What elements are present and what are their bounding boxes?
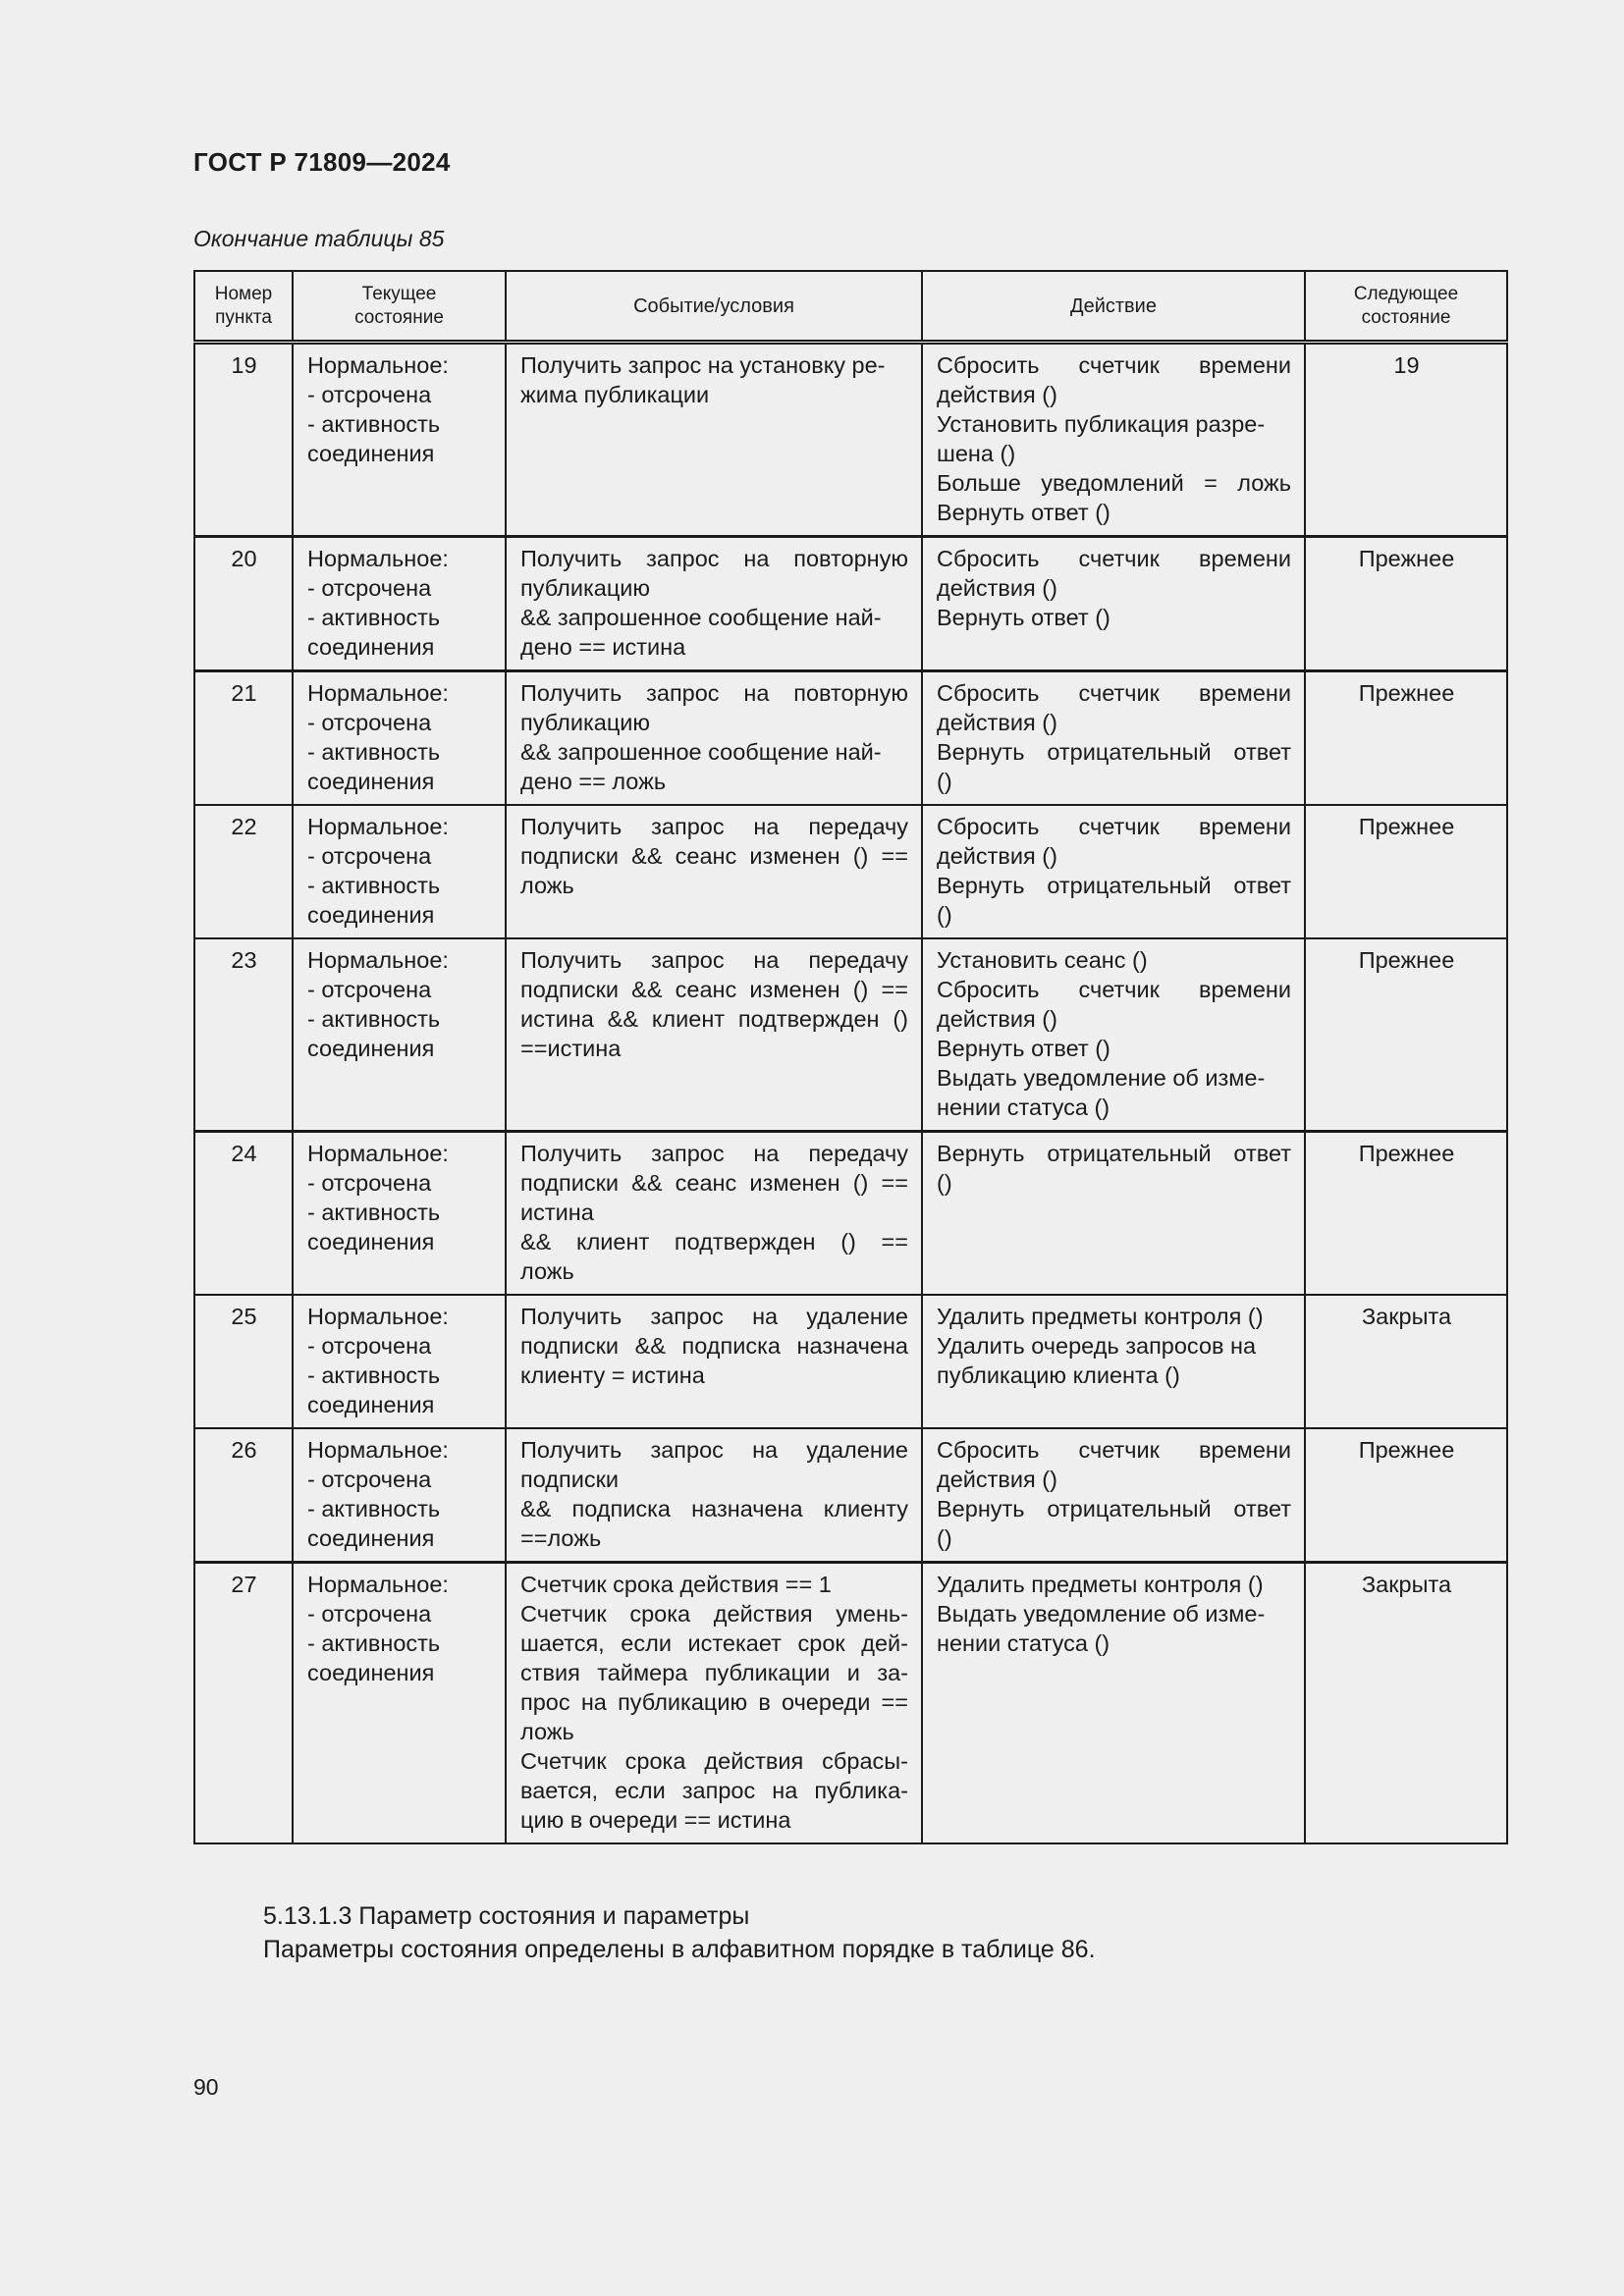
cell-text-line: подписки && сеанс изменен () == <box>520 1170 908 1196</box>
table-row <box>194 1295 1507 1428</box>
cell-next-state: Прежнее <box>1305 537 1507 671</box>
cell-text-line: Вернуть ответ () <box>937 1036 1110 1061</box>
cell-text-line: соединения <box>307 1392 435 1417</box>
cell-text-line: Выдать уведомление об изме- <box>937 1065 1266 1091</box>
cell-text-line: Получить запрос на удаление <box>520 1437 908 1463</box>
cell-text-line: жима публикации <box>520 382 710 407</box>
cell-text-line: публикацию клиента () <box>937 1362 1180 1388</box>
cell-text-line: соединения <box>307 1036 435 1061</box>
cell-number: 26 <box>194 1428 293 1563</box>
cell-text-line: Установить сеанс () <box>937 947 1148 973</box>
cell-current-state <box>293 1132 506 1296</box>
cell-text-line: Получить запрос на передачу <box>520 814 908 839</box>
cell-next-state: Прежнее <box>1305 805 1507 938</box>
cell-text-line: Нормальное: <box>307 947 449 973</box>
table-row <box>194 537 1507 671</box>
cell-action <box>922 671 1305 806</box>
cell-text-line: Больше уведомлений = ложь <box>937 470 1291 496</box>
cell-text-line: && запрошенное сообщение най- <box>520 605 882 630</box>
cell-next-state: Прежнее <box>1305 1428 1507 1563</box>
cell-text-line: - активность <box>307 1362 441 1388</box>
cell-event-conditions <box>506 671 922 806</box>
header-event-conditions <box>506 271 922 343</box>
cell-text-line: && подписка назначена клиенту <box>520 1496 908 1522</box>
table-row <box>194 1132 1507 1296</box>
cell-event-conditions <box>506 537 922 671</box>
header-text-line: Номер <box>214 283 273 304</box>
table-row <box>194 671 1507 806</box>
cell-current-state <box>293 537 506 671</box>
cell-text-line: подписки && сеанс изменен () == <box>520 843 908 869</box>
cell-text-line: Удалить предметы контроля () <box>937 1304 1264 1329</box>
table-body <box>194 343 1507 1844</box>
cell-text-line: && клиент подтвержден () == <box>520 1229 908 1255</box>
cell-action <box>922 1132 1305 1296</box>
cell-text-line: - активность <box>307 1200 441 1225</box>
cell-current-state <box>293 805 506 938</box>
cell-text-line: - отсрочена <box>307 382 432 407</box>
cell-next-state: Прежнее <box>1305 938 1507 1132</box>
table-row <box>194 343 1507 537</box>
cell-text-line: соединения <box>307 769 435 794</box>
cell-text-line: соединения <box>307 1660 435 1685</box>
cell-next-state: Прежнее <box>1305 1132 1507 1296</box>
cell-text-line: Нормальное: <box>307 1141 449 1166</box>
cell-text-line: ложь <box>520 1258 574 1284</box>
cell-text-line: && запрошенное сообщение най- <box>520 739 882 765</box>
cell-text-line: истина && клиент подтвержден () <box>520 1006 908 1032</box>
cell-current-state <box>293 1295 506 1428</box>
cell-text-line: ствия таймера публикации и за- <box>520 1660 908 1685</box>
cell-number: 27 <box>194 1563 293 1844</box>
cell-text-line: Вернуть отрицательный ответ <box>937 1496 1291 1522</box>
cell-text-line: - отсрочена <box>307 977 432 1002</box>
cell-text-line: Счетчик срока действия умень- <box>520 1601 908 1627</box>
cell-text-line: ложь <box>520 1719 574 1744</box>
table-header-row <box>194 271 1507 343</box>
cell-text-line: Нормальное: <box>307 1304 449 1329</box>
cell-text-line: публикацию <box>520 710 651 735</box>
table-caption: Окончание таблицы 85 <box>193 226 445 251</box>
header-number <box>194 271 293 343</box>
cell-text-line: ==ложь <box>520 1525 602 1551</box>
cell-action <box>922 1563 1305 1844</box>
cell-text-line: - отсрочена <box>307 710 432 735</box>
cell-text-line: подписки && подписка назначена <box>520 1333 908 1359</box>
cell-text-line: Сбросить счетчик времени <box>937 1437 1291 1463</box>
cell-event-conditions <box>506 1295 922 1428</box>
header-text-line: состояние <box>354 306 444 328</box>
cell-text-line: действия () <box>937 710 1057 735</box>
table-row <box>194 805 1507 938</box>
cell-event-conditions <box>506 805 922 938</box>
header-text-line: состояние <box>1361 306 1451 328</box>
cell-text-line: - отсрочена <box>307 575 432 601</box>
header-text-line: Текущее <box>361 283 437 304</box>
state-transition-table <box>193 270 1508 1844</box>
cell-text-line: шена () <box>937 441 1016 466</box>
cell-text-line: Нормальное: <box>307 352 449 378</box>
cell-current-state <box>293 1428 506 1563</box>
cell-current-state <box>293 938 506 1132</box>
cell-text-line: - активность <box>307 411 441 437</box>
header-text-line: Действие <box>1070 294 1157 317</box>
cell-next-state: Закрыта <box>1305 1295 1507 1428</box>
header-text-line: пункта <box>215 306 272 328</box>
cell-text-line: () <box>937 769 952 794</box>
cell-action <box>922 938 1305 1132</box>
cell-text-line: Сбросить счетчик времени <box>937 546 1291 571</box>
cell-next-state: Прежнее <box>1305 671 1507 806</box>
cell-text-line: Нормальное: <box>307 1572 449 1597</box>
cell-text-line: нении статуса () <box>937 1630 1110 1656</box>
cell-text-line: - активность <box>307 1006 441 1032</box>
cell-text-line: соединения <box>307 634 435 660</box>
cell-current-state <box>293 1563 506 1844</box>
cell-action <box>922 805 1305 938</box>
cell-text-line: - отсрочена <box>307 1467 432 1492</box>
cell-text-line: действия () <box>937 1467 1057 1492</box>
cell-text-line: - активность <box>307 1496 441 1522</box>
header-next-state <box>1305 271 1507 343</box>
header-text-line: Событие/условия <box>633 294 794 317</box>
header-text-line: Следующее <box>1353 283 1459 304</box>
cell-event-conditions <box>506 938 922 1132</box>
cell-text-line: дено == истина <box>520 634 686 660</box>
cell-text-line: клиенту = истина <box>520 1362 705 1388</box>
cell-text-line: действия () <box>937 1006 1057 1032</box>
page-number: 90 <box>193 2074 219 2100</box>
cell-text-line: Сбросить счетчик времени <box>937 977 1291 1002</box>
cell-text-line: Вернуть ответ () <box>937 500 1110 525</box>
cell-text-line: цию в очереди == истина <box>520 1807 791 1833</box>
cell-event-conditions <box>506 1563 922 1844</box>
document-code: ГОСТ Р 71809—2024 <box>193 147 451 177</box>
cell-number: 20 <box>194 537 293 671</box>
cell-text-line: Получить запрос на установку ре- <box>520 352 886 378</box>
cell-text-line: подписки && сеанс изменен () == <box>520 977 908 1002</box>
cell-current-state <box>293 343 506 537</box>
cell-text-line: - активность <box>307 1630 441 1656</box>
cell-action <box>922 343 1305 537</box>
cell-text-line: Сбросить счетчик времени <box>937 352 1291 378</box>
cell-text-line: ==истина <box>520 1036 622 1061</box>
cell-text-line: Выдать уведомление об изме- <box>937 1601 1266 1627</box>
cell-text-line: () <box>937 1525 952 1551</box>
cell-text-line: - активность <box>307 739 441 765</box>
cell-text-line: действия () <box>937 382 1057 407</box>
cell-next-state: Закрыта <box>1305 1563 1507 1844</box>
cell-action <box>922 1295 1305 1428</box>
cell-number: 21 <box>194 671 293 806</box>
cell-text-line: Нормальное: <box>307 814 449 839</box>
cell-number: 22 <box>194 805 293 938</box>
cell-text-line: - отсрочена <box>307 1601 432 1627</box>
cell-text-line: Нормальное: <box>307 1437 449 1463</box>
cell-text-line: Удалить очередь запросов на <box>937 1333 1257 1359</box>
cell-text-line: подписки <box>520 1467 620 1492</box>
cell-text-line: соединения <box>307 902 435 928</box>
header-action <box>922 271 1305 343</box>
cell-text-line: Счетчик срока действия == 1 <box>520 1572 832 1597</box>
cell-text-line: Получить запрос на повторную <box>520 680 908 706</box>
cell-event-conditions <box>506 1428 922 1563</box>
cell-text-line: шается, если истекает срок дей- <box>520 1630 908 1656</box>
cell-text-line: - отсрочена <box>307 1333 432 1359</box>
cell-number: 19 <box>194 343 293 537</box>
cell-next-state: 19 <box>1305 343 1507 537</box>
table-row <box>194 938 1507 1132</box>
cell-text-line: Получить запрос на повторную <box>520 546 908 571</box>
cell-text-line: дено == ложь <box>520 769 667 794</box>
cell-text-line: Счетчик срока действия сбрасы- <box>520 1748 908 1774</box>
cell-text-line: публикацию <box>520 575 651 601</box>
cell-number: 25 <box>194 1295 293 1428</box>
cell-text-line: - активность <box>307 873 441 898</box>
cell-text-line: Вернуть ответ () <box>937 605 1110 630</box>
cell-text-line: - отсрочена <box>307 843 432 869</box>
cell-text-line: ложь <box>520 873 574 898</box>
cell-text-line: Получить запрос на удаление <box>520 1304 908 1329</box>
table-row <box>194 1563 1507 1844</box>
cell-text-line: истина <box>520 1200 594 1225</box>
cell-text-line: действия () <box>937 575 1057 601</box>
cell-text-line: действия () <box>937 843 1057 869</box>
cell-text-line: Вернуть отрицательный ответ <box>937 873 1291 898</box>
section-heading: 5.13.1.3 Параметр состояния и параметры <box>263 1902 750 1930</box>
cell-number: 24 <box>194 1132 293 1296</box>
cell-event-conditions <box>506 343 922 537</box>
cell-text-line: Удалить предметы контроля () <box>937 1572 1264 1597</box>
cell-text-line: соединения <box>307 1525 435 1551</box>
cell-text-line: Получить запрос на передачу <box>520 1141 908 1166</box>
cell-text-line: соединения <box>307 441 435 466</box>
cell-text-line: нении статуса () <box>937 1095 1110 1120</box>
table-row <box>194 1428 1507 1563</box>
cell-text-line: соединения <box>307 1229 435 1255</box>
cell-text-line: Нормальное: <box>307 546 449 571</box>
cell-action <box>922 537 1305 671</box>
cell-text-line: прос на публикацию в очереди == <box>520 1689 908 1715</box>
cell-text-line: Установить публикация разре- <box>937 411 1266 437</box>
cell-number: 23 <box>194 938 293 1132</box>
body-paragraph: Параметры состояния определены в алфавитном порядке в таблице 86. <box>263 1936 1096 1963</box>
cell-text-line: Вернуть отрицательный ответ <box>937 1141 1291 1166</box>
cell-text-line: - отсрочена <box>307 1170 432 1196</box>
header-current-state <box>293 271 506 343</box>
cell-text-line: Нормальное: <box>307 680 449 706</box>
cell-text-line: () <box>937 902 952 928</box>
cell-text-line: Получить запрос на передачу <box>520 947 908 973</box>
cell-event-conditions <box>506 1132 922 1296</box>
cell-action <box>922 1428 1305 1563</box>
cell-current-state <box>293 671 506 806</box>
cell-text-line: Вернуть отрицательный ответ <box>937 739 1291 765</box>
cell-text-line: вается, если запрос на публика- <box>520 1778 908 1803</box>
cell-text-line: Сбросить счетчик времени <box>937 814 1291 839</box>
cell-text-line: Сбросить счетчик времени <box>937 680 1291 706</box>
cell-text-line: - активность <box>307 605 441 630</box>
cell-text-line: () <box>937 1170 952 1196</box>
